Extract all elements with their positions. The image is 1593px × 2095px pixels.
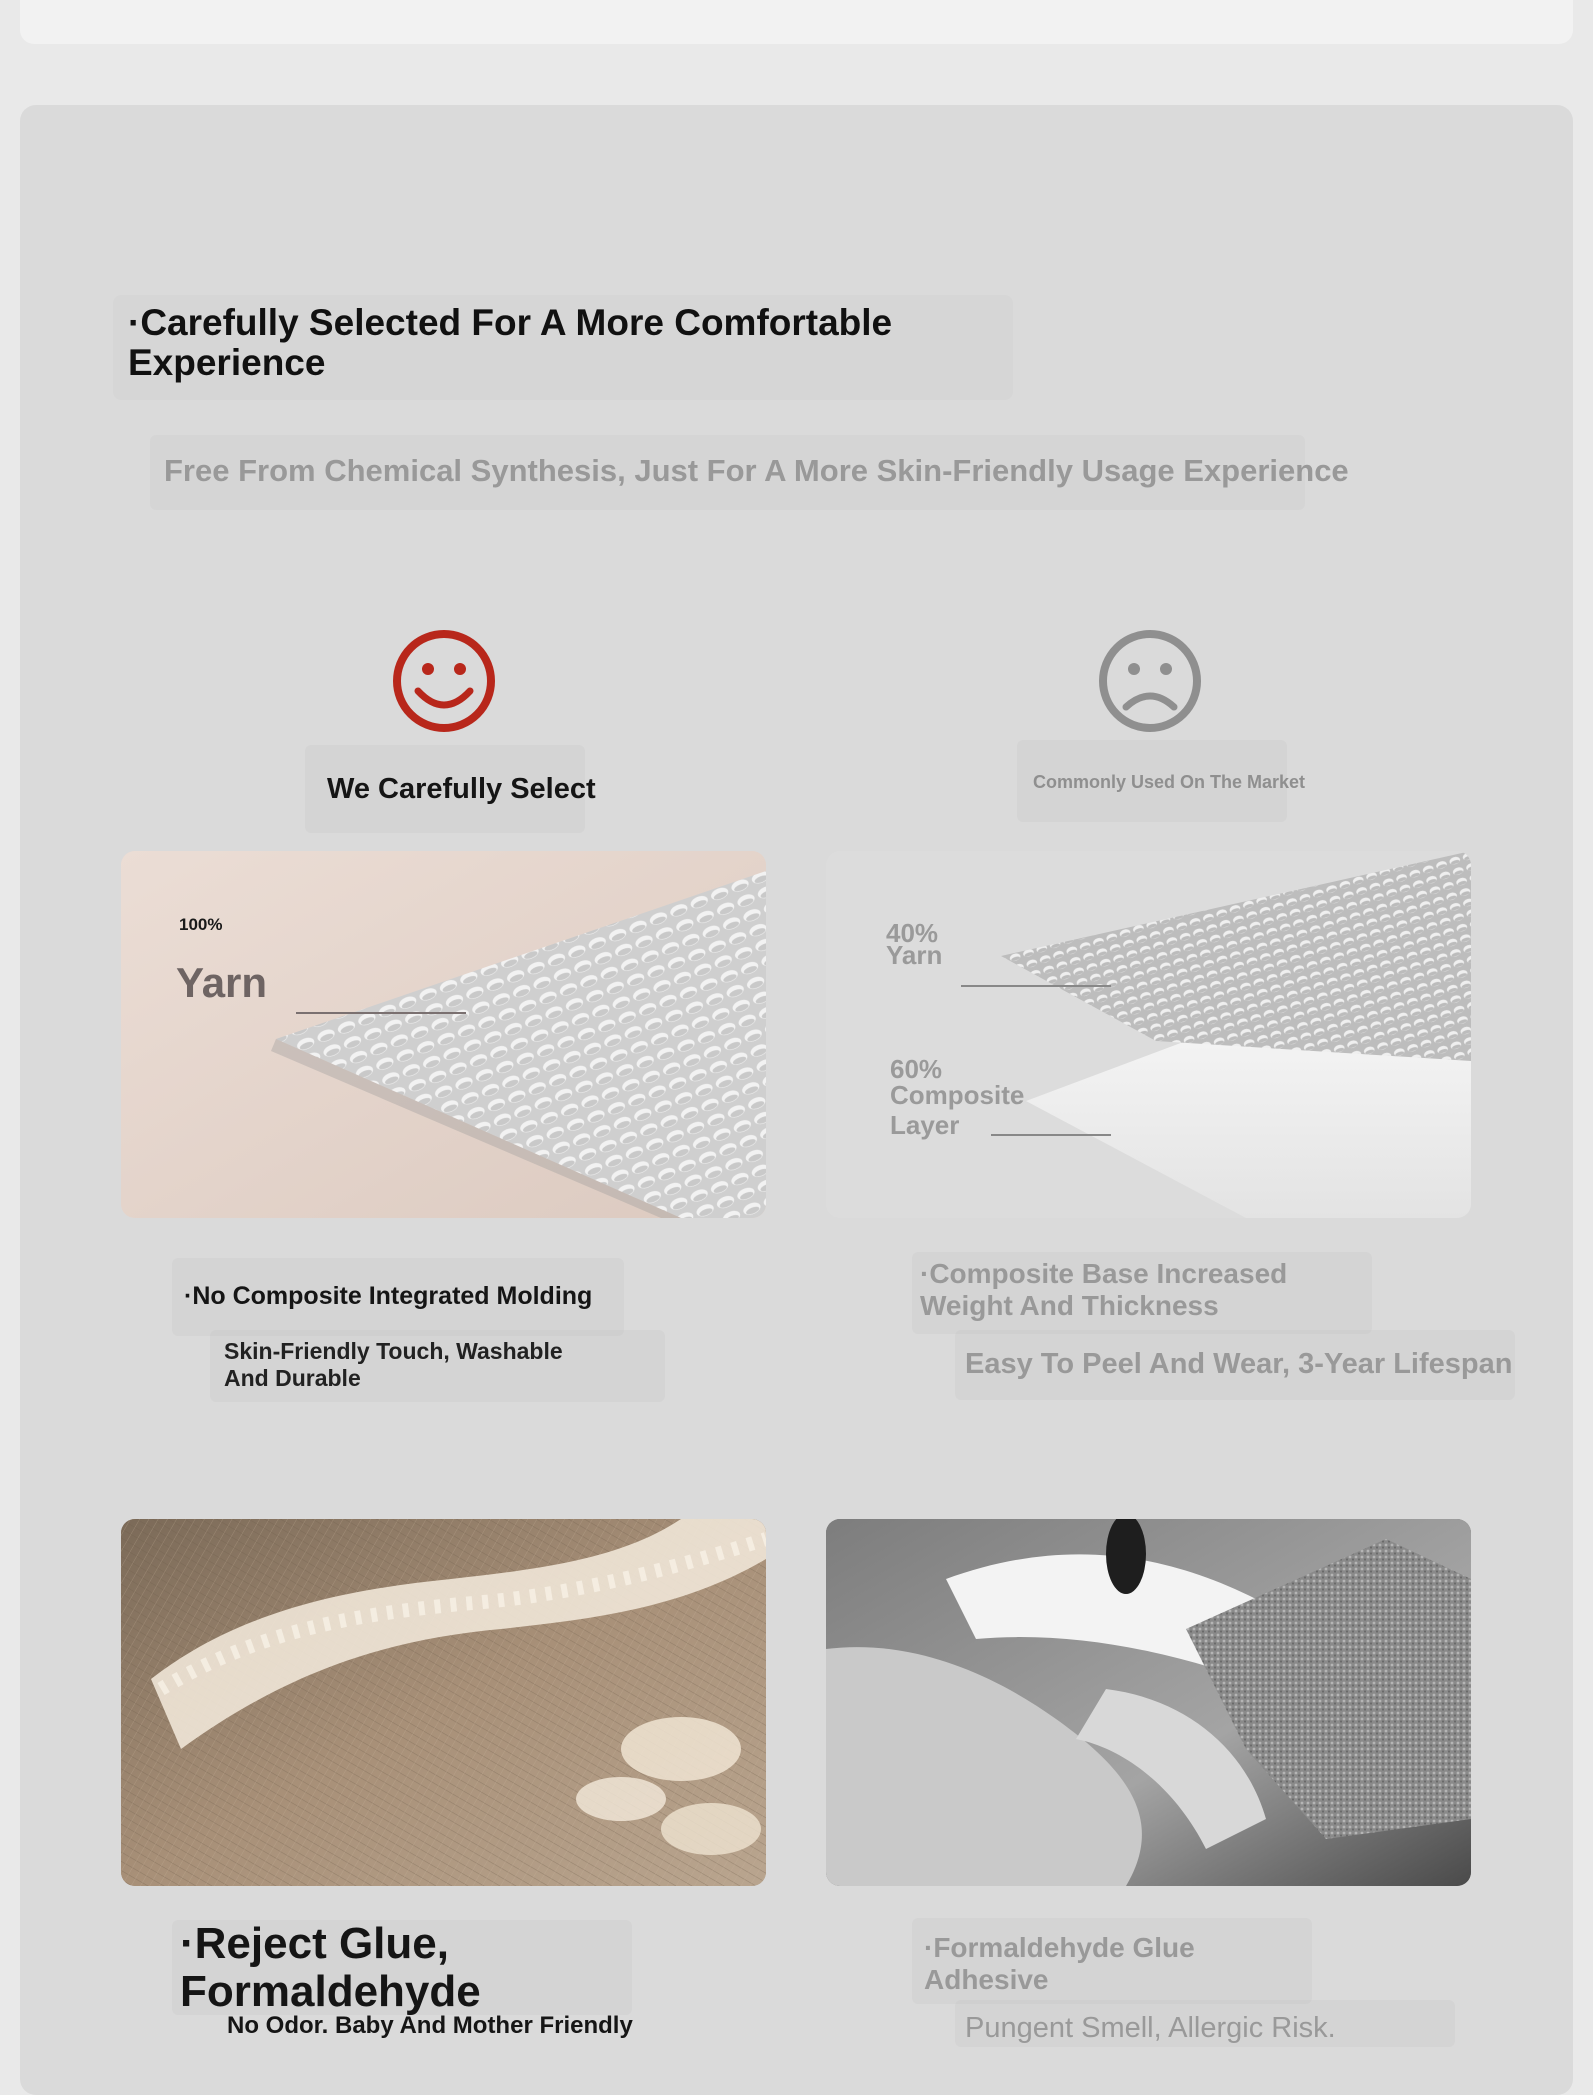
ours-feature-1-desc: Skin-Friendly Touch, Washable And Durable	[224, 1338, 563, 1391]
top-layer-percent: 40%	[886, 918, 939, 948]
market-feature-2-desc-box	[955, 2000, 1455, 2047]
market-feature-1-desc: Easy To Peel And Wear, 3-Year Lifespan	[965, 1348, 1513, 1380]
market-title: Commonly Used On The Market	[1033, 772, 1306, 792]
market-feature-1-desc-box	[955, 1330, 1515, 1400]
headline-box	[113, 295, 1013, 400]
page-subtitle: Free From Chemical Synthesis, Just For A More Skin-Friendly Usage Experience	[164, 453, 1349, 488]
glue-free-carpet-photo	[121, 1519, 766, 1886]
top-layer-material: Yarn	[886, 940, 943, 970]
market-title-box	[1017, 740, 1306, 822]
ours-title: We Carefully Select	[327, 773, 596, 805]
smiley-icon	[390, 627, 498, 735]
top-card	[20, 0, 1573, 44]
ours-feature-1-title: ·No Composite Integrated Molding	[184, 1282, 593, 1310]
market-feature-2-box	[912, 1918, 1312, 2004]
ours-feature-2-box	[172, 1920, 632, 2015]
subtitle-box	[150, 435, 1349, 510]
ours-feature-1-desc-box	[210, 1330, 665, 1402]
bottom-layer-percent: 60%	[890, 1054, 943, 1084]
page-title: ·Carefully Selected For A More Comfortable Experience	[128, 302, 893, 383]
ours-feature-2-title: ·Reject Glue, Formaldehyde	[180, 1919, 481, 2016]
market-feature-2-title: ·Formaldehyde Glue Adhesive	[924, 1932, 1195, 1995]
composite-layer-image	[826, 851, 1471, 1218]
yarn-material-label: Yarn	[176, 959, 268, 1006]
ours-title-box	[305, 745, 596, 833]
yarn-texture-image	[121, 851, 766, 1218]
market-feature-2-desc: Pungent Smell, Allergic Risk.	[965, 2012, 1336, 2044]
bottom-layer-material-2: Layer	[890, 1110, 960, 1140]
bottom-layer-material-1: Composite	[890, 1080, 1025, 1110]
ours-feature-1-box	[172, 1258, 624, 1336]
yarn-percent-label: 100%	[179, 915, 223, 934]
sad-face-icon	[1096, 627, 1204, 735]
market-feature-1-box	[912, 1252, 1372, 1334]
glued-layer-photo	[826, 1519, 1471, 1886]
market-feature-1-title: ·Composite Base Increased Weight And Thickness	[920, 1258, 1288, 1321]
ours-feature-2-desc: No Odor. Baby And Mother Friendly	[227, 2012, 633, 2039]
